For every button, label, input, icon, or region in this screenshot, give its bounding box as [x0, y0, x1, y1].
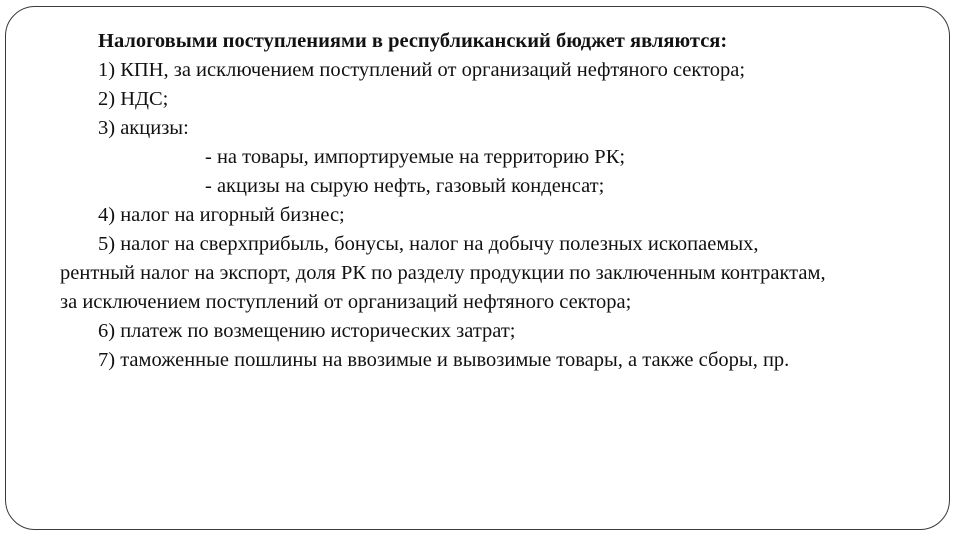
list-item-1: 1) КПН, за исключением поступлений от организаций нефтяного сектора; — [98, 59, 746, 81]
list-item-5: 5) налог на сверхприбыль, бонусы, налог на добычу полезных ископаемых, рентный налог на экспорт, доля РК по разделу продукции по заключенным контрактам, за исключением поступлений от организаций нефтяного сектора; — [60, 233, 826, 313]
list-item-6: 6) платеж по возмещению исторических затрат; — [98, 320, 516, 342]
list-item-4: 4) налог на игорный бизнес; — [98, 204, 345, 226]
list-subitem-3-1: - на товары, импортируемые на территорию РК; — [205, 146, 626, 168]
list-item-2: 2) НДС; — [98, 88, 169, 110]
list-item-3: 3) акцизы: — [98, 117, 189, 139]
list-item-7: 7) таможенные пошлины на ввозимые и вывозимые товары, а также сборы, пр. — [98, 349, 790, 371]
heading: Налоговыми поступлениями в республиканский бюджет являются: — [98, 30, 728, 52]
slide-content — [60, 27, 920, 375]
list-subitem-3-2: - акцизы на сырую нефть, газовый конденсат; — [205, 175, 605, 197]
